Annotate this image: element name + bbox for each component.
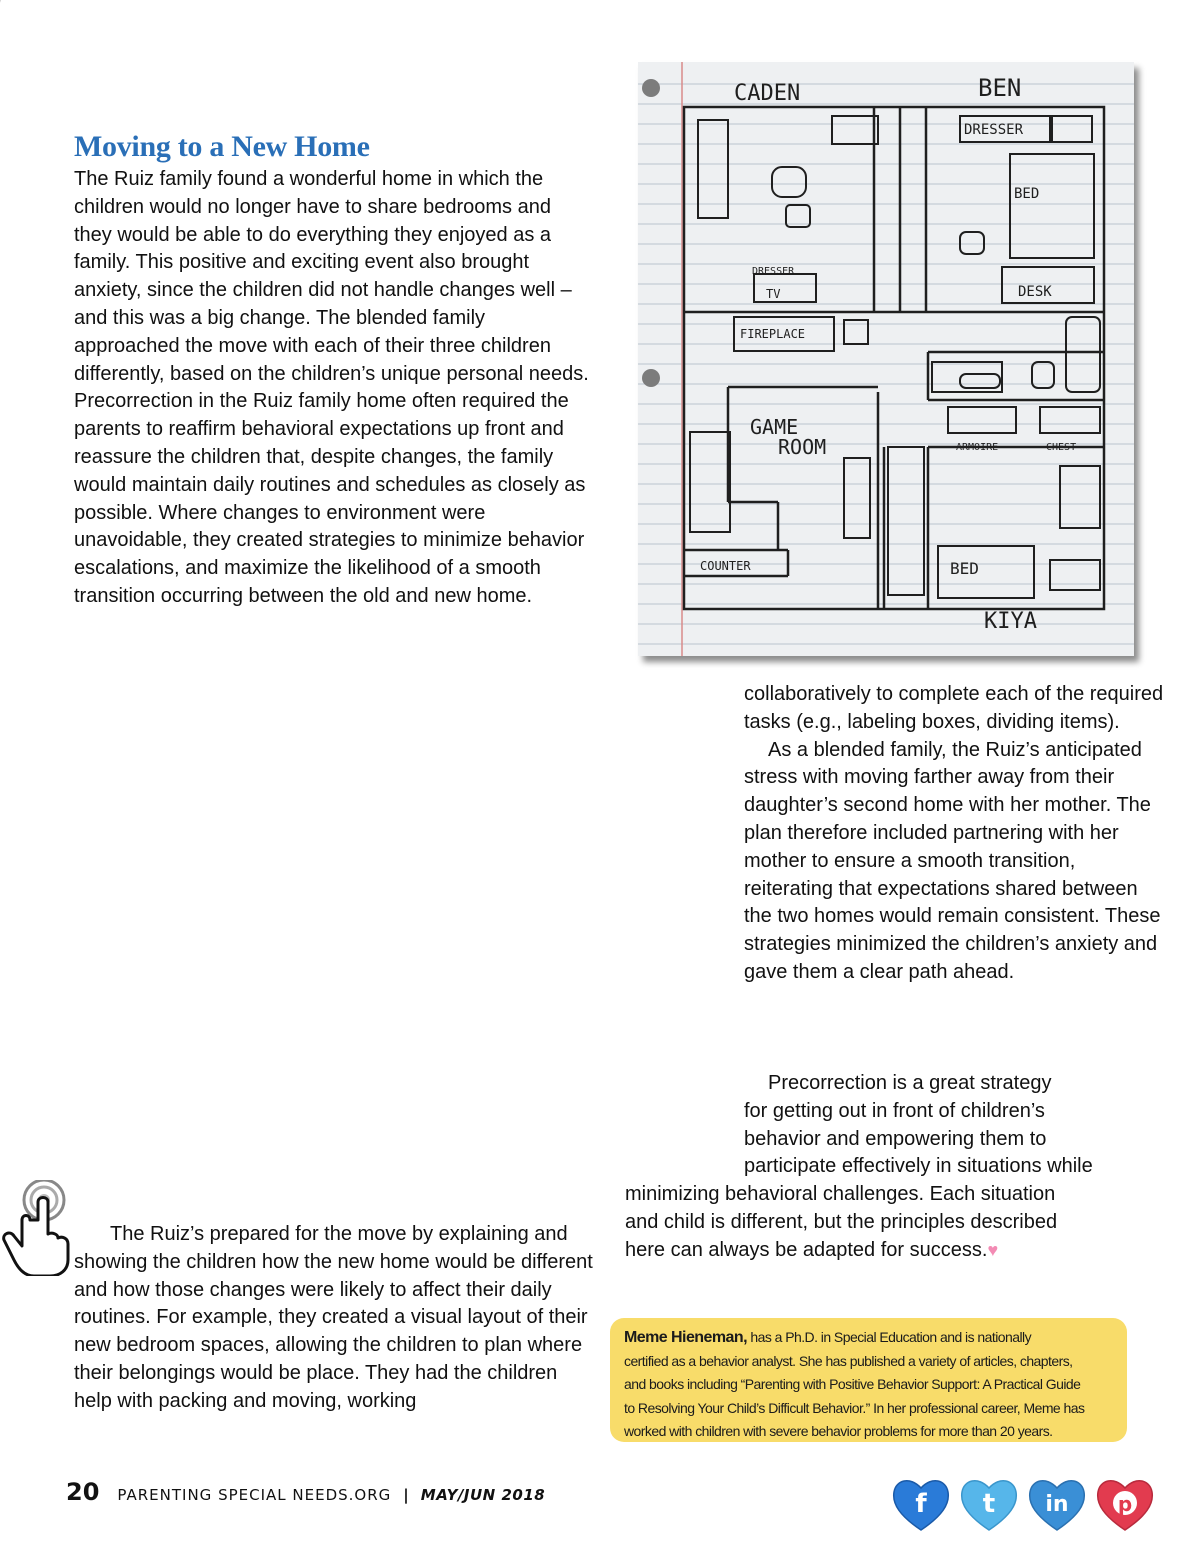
svg-text:t: t	[982, 1489, 996, 1519]
svg-text:f: f	[915, 1489, 927, 1519]
bio-line: certified as a behavior analyst. She has published a variety of articles, chapters,	[624, 1352, 1073, 1369]
floorplan-image	[638, 62, 1134, 656]
twitter-icon[interactable]	[958, 1472, 1020, 1534]
room-label-caden: CADEN	[734, 81, 801, 106]
author-name: Meme Hieneman,	[624, 1329, 748, 1346]
room-label-kiya: KIYA	[984, 609, 1037, 634]
room-label-game-room: ROOM	[778, 435, 827, 459]
svg-text:BED: BED	[950, 559, 979, 578]
author-bio	[610, 1318, 1127, 1442]
heart-icon: ♥	[987, 1240, 999, 1260]
bio-text: has a Ph.D. in Special Education and is nationally	[747, 1329, 1032, 1345]
footer-separator: |	[403, 1486, 409, 1504]
preparation-text: The Ruiz’s prepared for the move by explaining and showing the children how the new home would be different and how those changes were likely to affect their daily routines. For example, they created a visual layout of their new bedroom spaces, allowing the children to plan where their belongings would be place. They had the children help with packing and moving, working	[74, 1223, 593, 1412]
svg-text:BED: BED	[1014, 186, 1040, 202]
svg-text:ARMOIRE: ARMOIRE	[956, 442, 999, 453]
svg-text:COUNTER: COUNTER	[700, 559, 751, 573]
svg-text:DRESSER: DRESSER	[964, 122, 1024, 138]
right-column	[744, 681, 1164, 987]
binder-hole	[642, 369, 660, 387]
floorplan-walls	[684, 107, 1104, 609]
page-edge	[0, 0, 11, 120]
facebook-icon[interactable]	[890, 1472, 952, 1534]
conclusion-line: Precorrection is a great strategy	[768, 1072, 1052, 1094]
room-label-game-room: GAME	[750, 415, 799, 439]
bio-line: and books including “Parenting with Positive Behavior Support: A Practical Guide	[624, 1376, 1081, 1392]
room-label-ben: BEN	[978, 74, 1022, 102]
conclusion-line: minimizing behavioral challenges. Each situation	[625, 1183, 1056, 1205]
page-number: 20	[66, 1478, 100, 1506]
svg-text:in: in	[1045, 1492, 1069, 1517]
conclusion-line: here can always be adapted for success.	[625, 1239, 988, 1261]
issue-date: MAY/JUN 2018	[420, 1486, 546, 1504]
preparation-paragraph	[74, 1221, 594, 1416]
publication-name: PARENTING SPECIAL NEEDS.ORG	[117, 1486, 392, 1504]
conclusion-line: for getting out in front of children’s	[744, 1100, 1045, 1122]
article-title: Moving to a New Home	[74, 130, 370, 163]
svg-text:CHEST: CHEST	[1046, 442, 1077, 453]
intro-paragraph: The Ruiz family found a wonderful home in which the children would no longer have to share bedrooms and they would be able to do everything they enjoyed as a family. This positive and exciting event also brought anxiety, since the children did not handle changes well – and this was a big change. The blended family approached the move with each of their three children differently, based on the children’s unique personal needs. Precorrection in the Ruiz family home often required the parents to reaffirm behavioral expectations up front and reassure the children that, despite changes, the family would maintain daily routines and schedules as closely as possible. Where changes to environment were unavoidable, they created strategies to minimize behavior escalations, and maximize the likelihood of a smooth transition occurring between the old and new home.	[74, 168, 589, 607]
preparation-continuation: collaboratively to complete each of the required tasks (e.g., labeling boxes, dividing items).	[744, 683, 1164, 733]
bio-line: worked with children with severe behavior problems for more than 20 years.	[624, 1423, 1053, 1439]
linkedin-icon[interactable]	[1026, 1472, 1088, 1534]
svg-text:DRESSER: DRESSER	[752, 266, 795, 277]
conclusion-line-last	[625, 1237, 998, 1265]
binder-hole	[642, 79, 660, 97]
social-links	[890, 1472, 1156, 1534]
svg-text:p: p	[1117, 1492, 1133, 1516]
pinterest-icon[interactable]	[1094, 1472, 1156, 1534]
tap-hand-icon	[0, 1180, 72, 1276]
svg-text:TV: TV	[766, 287, 781, 301]
floorplan-drawing	[638, 62, 1134, 656]
page-footer	[66, 1478, 545, 1506]
svg-text:FIREPLACE: FIREPLACE	[740, 327, 806, 341]
bio-line: to Resolving Your Child’s Difficult Behavior.” In her professional career, Meme has	[624, 1399, 1085, 1416]
blended-family-paragraph: As a blended family, the Ruiz’s anticipated stress with moving farther away from their daughter’s second home with her mother. The plan therefore included partnering with her mother to ensure a smooth transition, reiterating that expectations shared between the two homes would remain consistent. These strategies minimized the children’s anxiety and gave them a clear path ahead.	[744, 738, 1161, 983]
svg-text:DESK: DESK	[1018, 284, 1052, 300]
conclusion-line: participate effectively in situations while	[744, 1155, 1093, 1177]
conclusion-line: and child is different, but the principles described	[625, 1211, 1058, 1233]
bio-line	[624, 1326, 1115, 1350]
conclusion-line: behavior and empowering them to	[744, 1128, 1047, 1150]
